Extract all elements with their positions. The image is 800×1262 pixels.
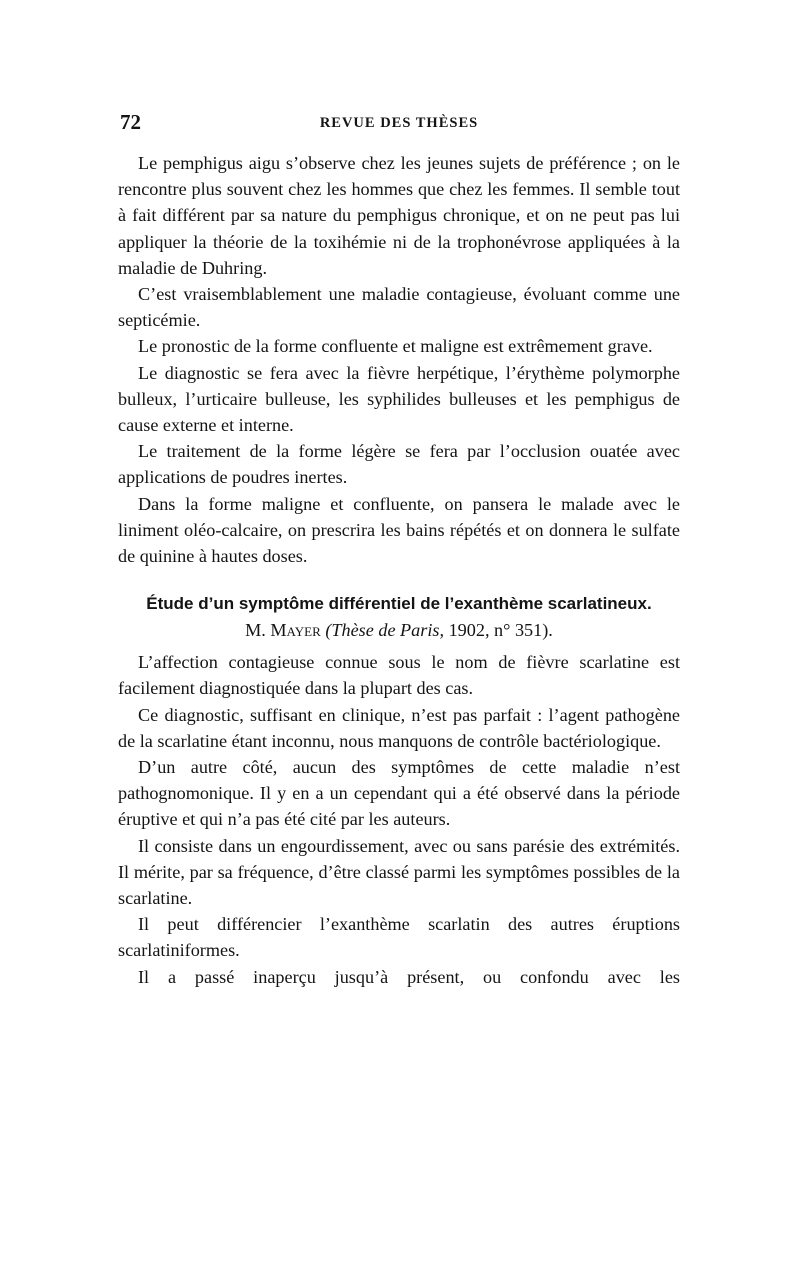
- paragraph: Le pemphigus aigu s’observe chez les jeunes sujets de préférence ; on le rencontre plus souvent chez les hommes que chez les femmes. Il semble tout à fait différent par sa nature du pemphigus chronique, et on ne peut pas lui appliquer la théorie de la toxihémie ni de la trophonévrose appliquées à la maladie de Duhring.: [118, 153, 680, 278]
- section-pemphigus-conclusion: [118, 150, 680, 569]
- paragraph: Le pronostic de la forme confluente et maligne est extrêmement grave.: [138, 336, 653, 357]
- paragraph: L’affection contagieuse connue sous le nom de fièvre scarlatine est facilement diagnostiquée dans la plupart des cas.: [118, 652, 680, 699]
- section-scarlatine: [118, 649, 680, 990]
- page-number: 72: [120, 110, 141, 134]
- author-initial: M.: [245, 620, 271, 641]
- paragraph: Le traitement de la forme légère se fera par l’occlusion ouatée avec applications de poudres inertes.: [118, 441, 680, 488]
- author-name: Mayer: [270, 620, 321, 641]
- paragraph: D’un autre côté, aucun des symptômes de cette maladie n’est pathognomonique. Il y en a un cependant qui a été observé dans la période éruptive et qui n’a pas été cité par les auteurs.: [118, 757, 680, 830]
- paragraph-continued: Il a passé inaperçu jusqu’à présent, ou confondu avec les: [138, 966, 680, 987]
- paragraph: Il peut différencier l’exanthème scarlatin des autres éruptions scarlatiniformes.: [118, 914, 680, 961]
- paragraph: Il consiste dans un engourdissement, avec ou sans parésie des extrémités. Il mérite, par sa fréquence, d’être classé parmi les symptômes possibles de la scarlatine.: [118, 835, 680, 909]
- paragraph: Ce diagnostic, suffisant en clinique, n’est pas parfait : l’agent pathogène de la scarlatine étant inconnu, nous manquons de contrôle bactériologique.: [118, 704, 680, 751]
- thesis-year-number: 1902, n° 351).: [444, 620, 553, 641]
- section-title: Étude d’un symptôme différentiel de l’exanthème scarlatineux.: [146, 594, 652, 614]
- thesis-reference: (Thèse de Paris,: [325, 620, 445, 641]
- paragraph: Dans la forme maligne et confluente, on pansera le malade avec le liniment oléo-calcaire, on prescrira les bains répétés et on donnera le sulfate de quinine à hautes doses.: [118, 493, 680, 567]
- running-head: REVUE DES THÈSES: [319, 115, 479, 131]
- page-header: [118, 110, 680, 136]
- paragraph: C’est vraisemblablement une maladie contagieuse, évoluant comme une septicémie.: [118, 284, 680, 331]
- paragraph: Le diagnostic se fera avec la fièvre herpétique, l’érythème polymorphe bulleux, l’urticaire bulleuse, les syphilides bulleuses et les pemphigus de cause externe et interne.: [118, 362, 680, 436]
- citation: [118, 617, 680, 643]
- book-page: [118, 110, 680, 990]
